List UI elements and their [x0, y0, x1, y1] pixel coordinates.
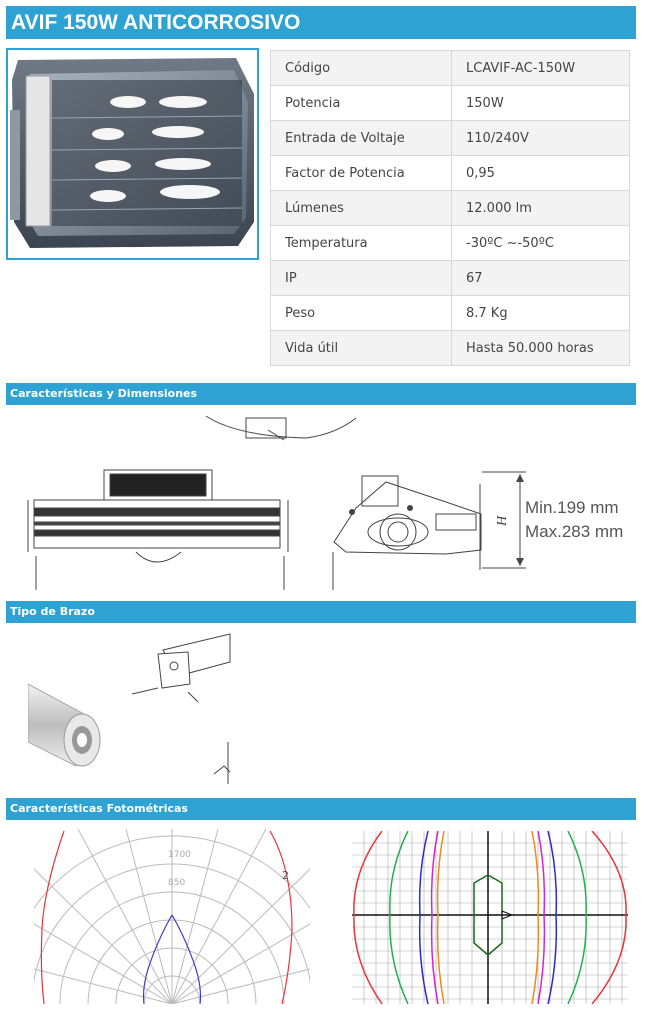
spec-value: 0,95: [452, 156, 630, 191]
table-row: [271, 331, 630, 366]
spec-label: Factor de Potencia: [271, 156, 452, 191]
polar-curve-chart: [34, 829, 310, 1004]
spec-label: Vida útil: [271, 331, 452, 366]
max-height-label: Max.283 mm: [525, 522, 624, 541]
product-photo: [6, 48, 259, 260]
spec-label: Entrada de Voltaje: [271, 121, 452, 156]
table-row: [271, 121, 630, 156]
spec-label: Peso: [271, 296, 452, 331]
spec-value: Hasta 50.000 horas: [452, 331, 630, 366]
table-row: [271, 296, 630, 331]
arm-drawing: [28, 632, 233, 784]
page-title: AVIF 150W ANTICORROSIVO: [11, 11, 301, 34]
table-row: [271, 86, 630, 121]
spec-label: Código: [271, 51, 452, 86]
spec-label: Lúmenes: [271, 191, 452, 226]
spec-value: 150W: [452, 86, 630, 121]
table-row: [271, 51, 630, 86]
isolux-chart: [352, 831, 628, 1004]
table-row: [271, 156, 630, 191]
title-bar: [6, 6, 636, 39]
spec-value: LCAVIF-AC-150W: [452, 51, 630, 86]
isolux-diagram: [352, 831, 628, 1004]
spec-value: 67: [452, 261, 630, 296]
floodlight-image: [8, 50, 257, 258]
dimensions-drawing: [6, 412, 636, 590]
section-header-photometric: [6, 798, 636, 820]
min-height-label: Min.199 mm: [525, 498, 619, 517]
section-header-arm: [6, 601, 636, 623]
ring-label: 1700: [168, 850, 191, 860]
arm-images: [28, 632, 233, 784]
spec-value: 8.7 Kg: [452, 296, 630, 331]
spec-label: IP: [271, 261, 452, 296]
polar-diagram: [34, 829, 310, 1004]
table-row: [271, 261, 630, 296]
spec-value: 110/240V: [452, 121, 630, 156]
section-header-dimensions: [6, 383, 636, 405]
spec-value: -30ºC ~-50ºC: [452, 226, 630, 261]
spec-value: 12.000 lm: [452, 191, 630, 226]
spec-table: [270, 50, 630, 366]
spec-label: Temperatura: [271, 226, 452, 261]
side-label: 2: [282, 869, 289, 882]
section-title: Características y Dimensiones: [10, 387, 198, 400]
ring-label: 850: [168, 878, 186, 888]
spec-label: Potencia: [271, 86, 452, 121]
section-title: Tipo de Brazo: [10, 605, 95, 618]
table-row: [271, 226, 630, 261]
section-title: Características Fotométricas: [10, 802, 188, 815]
height-symbol: H: [495, 515, 510, 526]
table-row: [271, 191, 630, 226]
